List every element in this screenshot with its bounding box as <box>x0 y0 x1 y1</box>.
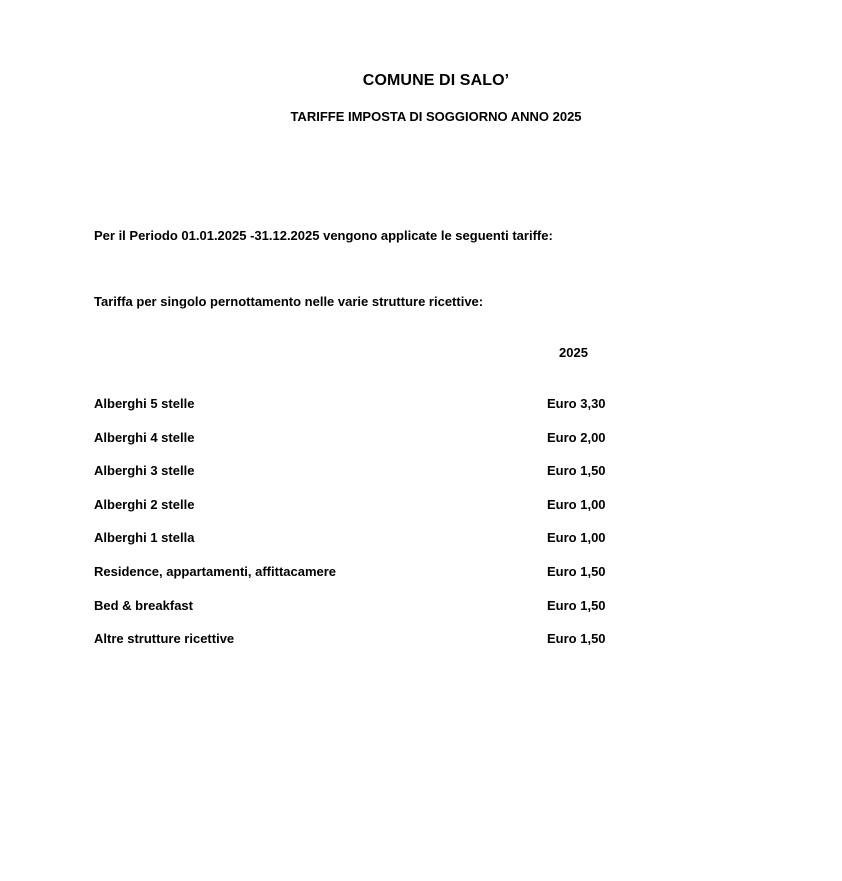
rate-value: Euro 1,50 <box>547 631 606 647</box>
rate-row <box>94 463 654 497</box>
rate-value: Euro 2,00 <box>547 429 606 445</box>
rate-row <box>94 598 654 632</box>
rate-label: Alberghi 1 stella <box>94 530 195 546</box>
rate-label: Altre strutture ricettive <box>94 631 235 647</box>
rate-row <box>94 564 654 598</box>
rates-subheading: Tariffa per singolo pernottamento nelle varie strutture ricettive: <box>94 294 484 309</box>
rate-value: Euro 1,50 <box>547 597 606 613</box>
rate-value: Euro 1,00 <box>547 496 606 512</box>
rate-label: Alberghi 5 stelle <box>94 396 195 411</box>
rate-label: Bed & breakfast <box>94 597 193 613</box>
period-intro: Per il Periodo 01.01.2025 -31.12.2025 vengono applicate le seguenti tariffe: <box>94 228 553 243</box>
rate-label: Residence, appartamenti, affittacamere <box>94 563 337 579</box>
rate-value: Euro 3,30 <box>547 396 606 411</box>
rate-value: Euro 1,00 <box>547 530 606 546</box>
rate-row <box>94 396 654 430</box>
rates-table <box>94 396 654 665</box>
rate-label: Alberghi 3 stelle <box>94 463 195 479</box>
rate-label: Alberghi 4 stelle <box>94 429 195 445</box>
rate-row <box>94 497 654 531</box>
document-title: COMUNE DI SALO’ <box>362 72 510 89</box>
rate-value: Euro 1,50 <box>547 563 606 579</box>
document-subtitle: TARIFFE IMPOSTA DI SOGGIORNO ANNO 2025 <box>290 109 582 124</box>
rate-row <box>94 530 654 564</box>
rate-row <box>94 430 654 464</box>
year-column-header: 2025 <box>559 345 588 360</box>
rate-row <box>94 631 654 665</box>
rate-value: Euro 1,50 <box>547 463 606 479</box>
rate-label: Alberghi 2 stelle <box>94 496 195 512</box>
